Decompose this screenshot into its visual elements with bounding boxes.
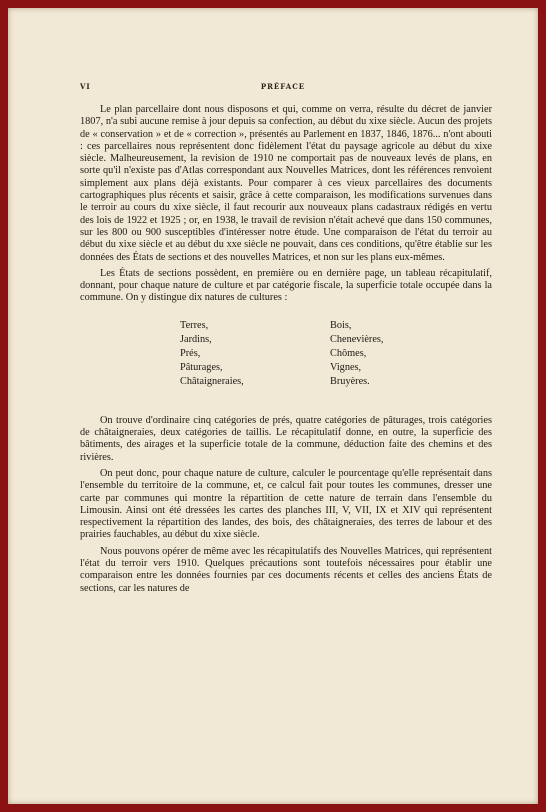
list-item: Jardins, — [180, 333, 212, 345]
list-item: Bois, — [330, 319, 352, 331]
list-item: Bruyères. — [330, 375, 370, 387]
list-item: Pâturages, — [180, 361, 223, 373]
book-page — [8, 8, 538, 804]
culture-list — [180, 319, 492, 389]
list-item: Chômes, — [330, 347, 367, 359]
paragraph: On peut donc, pour chaque nature de culture, calculer le pourcentage qu'elle représentait dans l'ensemble du territoire de la commune, et, ce calcul fait pour toutes les communes, dresser une carte par communes qui montre la répartition de cette nature de terrain dans l'ensemble du Limousin. Ainsi ont été dressées les cartes des planches III, V, VII, IX et XIV qui représentent respectivement la répartition des landes, des bois, des châtaigneraies, des terres de labour et des prairies fauchables, au début du xixe siècle. — [80, 467, 492, 541]
page-number: VI — [80, 82, 91, 91]
paragraph: Nous pouvons opérer de même avec les récapitulatifs des Nouvelles Matrices, qui représentent l'état du terroir vers 1910. Quelques précautions sont toutefois nécessaires pour établir une comparaison entre les données fournies par ces documents récents et celles des anciens États de sections, car les natures de — [80, 545, 492, 594]
list-item: Châtaigneraies, — [180, 375, 244, 387]
page-header — [80, 82, 486, 96]
running-title: PRÉFACE — [260, 82, 306, 91]
body-text — [80, 104, 492, 595]
paragraph: Les États de sections possèdent, en première ou en dernière page, un tableau récapitulatif, donnant, pour chaque nature de culture et par catégorie fiscale, la superficie totale occupée dans la commune. On y distingue dix natures de cultures : — [80, 267, 492, 304]
paragraph: Le plan parcellaire dont nous disposons et qui, comme on verra, résulte du décret de janvier 1807, n'a subi aucune remise à jour depuis sa confection, au début du xixe siècle. Aucun des projets de « conservation » et de « correction », présentés au Parlement en 1837, 1846, 1876... n'ont abouti : ces parcellaires nous représentent donc fidèlement l'état du paysage agricole au début du xixe siècle. Malheureusement, la revision de 1910 ne comportait pas de nouveaux levés de plans, en sorte qu'il n'existe pas d'Atlas correspondant aux Nouvelles Matrices, dont les références renvoient simplement aux plans déjà existants. Pour comparer à ces vieux parcellaires des documents cartographiques plus récents et saisir, grâce à cette comparaison, les modifications survenues dans le terroir au cours du xixe siècle, il faut recourir aux nouveaux plans cadastraux rédigés en vertu des lois de 1922 et 1925 ; or, en 1938, le travail de revision n'était achevé que dans 150 communes, sur les 800 ou 900 susceptibles d'intéresser notre étude. Une comparaison de l'état du terroir au début du xixe siècle et au début du xxe siècle ne pouvait, dans ces conditions, qu'être établie sur les données des États de sections et des nouvelles Matrices, et non sur les plans eux-mêmes. — [80, 104, 492, 263]
list-item: Vignes, — [330, 361, 362, 373]
list-item: Terres, — [180, 319, 209, 331]
list-item: Chenevières, — [330, 333, 384, 345]
list-item: Prés, — [180, 347, 201, 359]
paragraph: On trouve d'ordinaire cinq catégories de prés, quatre catégories de pâturages, trois catégories de châtaigneraies, deux catégories de taillis. Le récapitulatif donne, en outre, la superficie des bâtiments, des airages et la superficie totale de la commune, déduction faite des chemins et des rivières. — [80, 414, 492, 463]
